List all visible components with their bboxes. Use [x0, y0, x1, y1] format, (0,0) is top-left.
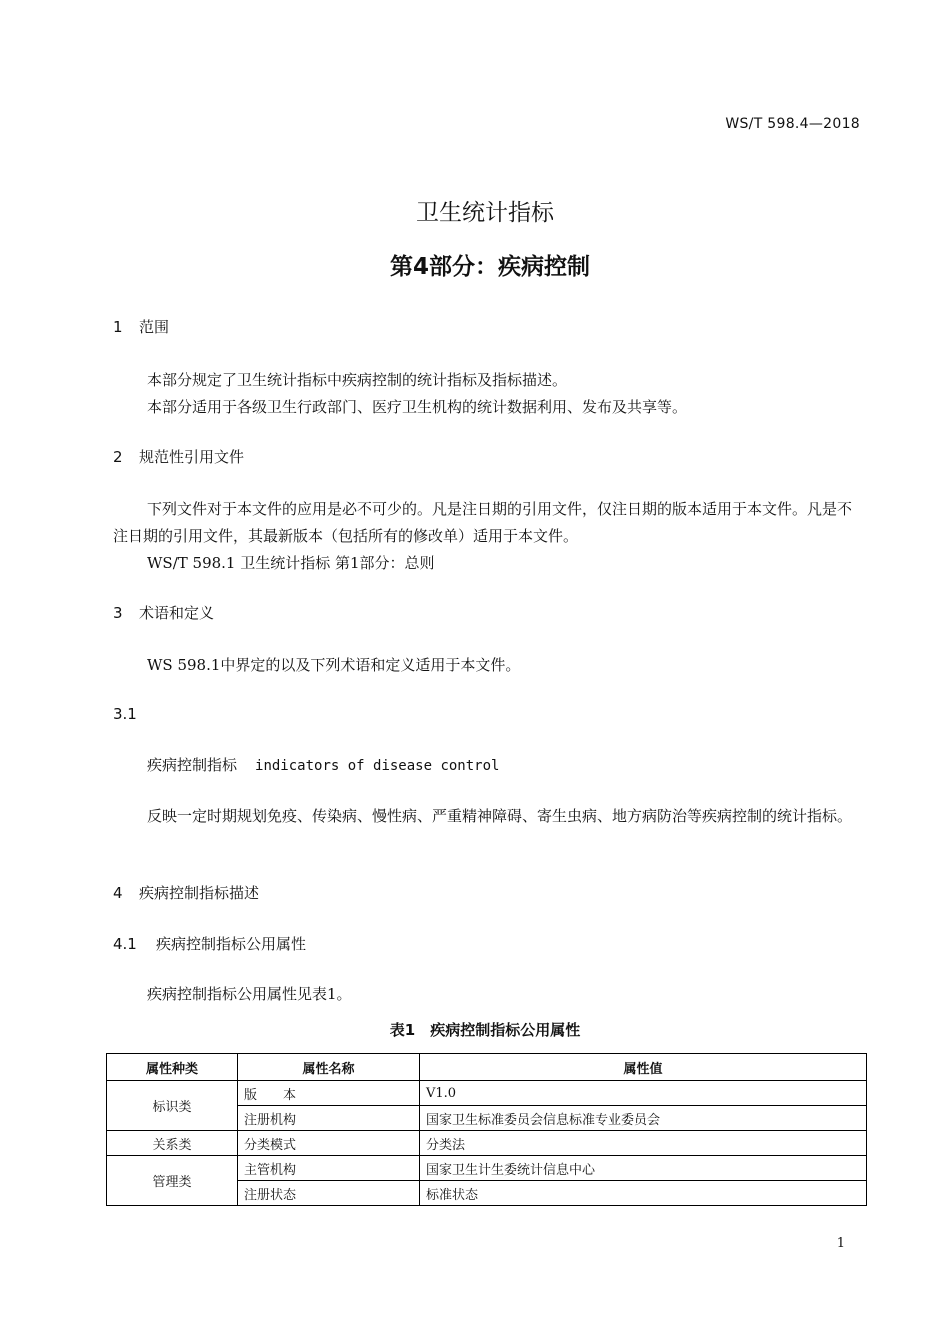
term-english: indicators of disease control — [255, 758, 500, 774]
table-caption: 表1 疾病控制指标公用属性 — [389, 1021, 581, 1039]
name-cell: 注册机构 — [238, 1106, 420, 1131]
paragraph: 疾病控制指标公用属性见表1。 — [147, 985, 352, 1003]
attributes-table — [106, 1053, 867, 1206]
paragraph: 下列文件对于本文件的应用是必不可少的。凡是注日期的引用文件，仅注日期的版本适用于本文件。凡是不注日期的引用文件，其最新版本（包括所有的修改单）适用于本文件。 — [113, 500, 853, 545]
value-cell: 标准状态 — [420, 1181, 867, 1206]
value-cell: 国家卫生计生委统计信息中心 — [420, 1156, 867, 1181]
clause-3-1-number: 3.1 — [113, 705, 137, 723]
table-header-row — [107, 1054, 867, 1081]
category-cell: 管理类 — [107, 1156, 238, 1206]
category-cell: 关系类 — [107, 1131, 238, 1156]
value-cell: 国家卫生标准委员会信息标准专业委员会 — [420, 1106, 867, 1131]
paragraph: 本部分适用于各级卫生行政部门、医疗卫生机构的统计数据利用、发布及共享等。 — [147, 398, 688, 416]
section-title: 范围 — [139, 318, 170, 336]
value-cell: V1.0 — [420, 1081, 867, 1106]
name-cell: 版 本 — [238, 1081, 420, 1106]
value-cell: 分类法 — [420, 1131, 867, 1156]
section-number: 1 — [113, 318, 123, 336]
document-title: 卫生统计指标 — [416, 200, 554, 226]
section-2-heading — [113, 446, 244, 467]
section-number: 3 — [113, 604, 123, 622]
table-row — [107, 1156, 867, 1181]
column-header: 属性种类 — [107, 1054, 238, 1081]
page-number: 1 — [836, 1236, 845, 1251]
paragraph: WS 598.1中界定的以及下列术语和定义适用于本文件。 — [147, 656, 521, 674]
section-title: 术语和定义 — [139, 604, 215, 622]
section-title: 疾病控制指标公用属性 — [156, 935, 307, 953]
section-number: 4 — [113, 884, 123, 902]
section-title: 规范性引用文件 — [139, 448, 245, 466]
section-number: 2 — [113, 448, 123, 466]
section-1-heading — [113, 316, 169, 337]
section-4-1-heading — [113, 933, 306, 954]
name-cell: 分类模式 — [238, 1131, 420, 1156]
section-3-heading — [113, 602, 214, 623]
column-header: 属性名称 — [238, 1054, 420, 1081]
reference-item: WS/T 598.1 卫生统计指标 第1部分：总则 — [147, 554, 435, 572]
document-subtitle: 第4部分：疾病控制 — [389, 254, 590, 280]
table-row — [107, 1081, 867, 1106]
name-cell: 注册状态 — [238, 1181, 420, 1206]
standard-code: WS/T 598.4—2018 — [725, 116, 860, 132]
term-chinese: 疾病控制指标 — [147, 756, 238, 774]
column-header: 属性值 — [420, 1054, 867, 1081]
section-number: 4.1 — [113, 935, 137, 953]
name-cell: 主管机构 — [238, 1156, 420, 1181]
table-row — [107, 1131, 867, 1156]
paragraph: 本部分规定了卫生统计指标中疾病控制的统计指标及指标描述。 — [147, 371, 568, 389]
section-title: 疾病控制指标描述 — [139, 884, 260, 902]
term-entry — [147, 754, 499, 775]
category-cell: 标识类 — [107, 1081, 238, 1131]
section-4-heading — [113, 882, 259, 903]
term-definition: 反映一定时期规划免疫、传染病、慢性病、严重精神障碍、寄生虫病、地方病防治等疾病控制的统计指标。 — [147, 807, 853, 825]
